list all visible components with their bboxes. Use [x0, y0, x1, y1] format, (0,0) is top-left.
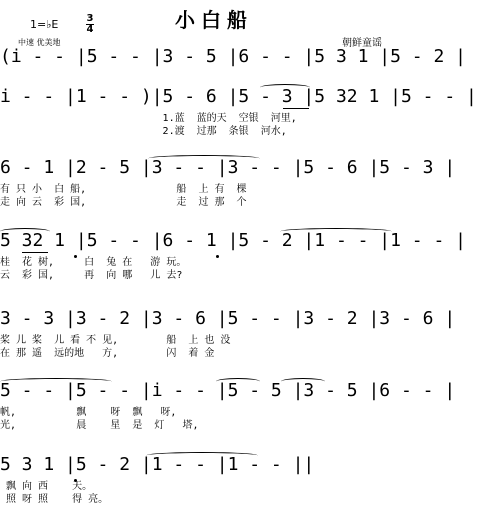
lyric-verse-2: 光, 晨 星 是 灯 塔,: [0, 420, 199, 431]
lyric-verse-1: 飘 向 西 天。: [0, 481, 93, 492]
tie: [146, 452, 258, 459]
tie: [280, 228, 392, 235]
lyric-verse-2: 照 呀 照 得 亮。: [0, 494, 109, 505]
slur: [260, 84, 310, 91]
slur: [281, 378, 325, 385]
time-top: 3: [86, 13, 94, 24]
low-octave-dot: [216, 255, 219, 258]
lyric-verse-1: 1.蓝 蓝的天 空银 河里,: [0, 113, 297, 124]
slur: [216, 378, 260, 385]
note-underline: [283, 108, 309, 109]
note-underline: [22, 252, 48, 253]
notes-line: i - - |1 - - )|5 - 6 |5 - 3 |5 32 1 |5 - - |: [0, 86, 477, 107]
notes-line: 5 32 1 |5 - - |6 - 1 |5 - 2 |1 - - |1 - - |: [0, 230, 466, 251]
lyric-verse-1: 桂 花 树, 白 兔 在 游 玩。: [0, 257, 187, 268]
lyric-verse-2: 在 那 遥 远的地 方, 闪 着 金: [0, 348, 215, 359]
notes-line: 6 - 1 |2 - 5 |3 - - |3 - - |5 - 6 |5 - 3 |: [0, 157, 456, 178]
tie: [0, 378, 112, 385]
time-bottom: 4: [86, 24, 94, 35]
time-signature: [86, 14, 94, 35]
tie: [148, 155, 260, 162]
key-signature: 1=♭E: [30, 18, 59, 31]
lyric-verse-2: 云 彩 国, 再 向 哪 儿 去?: [0, 270, 183, 281]
lyric-verse-1: 桨 儿 桨 儿 看 不 见, 船 上 也 没: [0, 335, 231, 346]
lyric-verse-2: 走 向 云 彩 国, 走 过 那 个: [0, 197, 247, 208]
composer-credit: 朝鲜童谣: [342, 38, 382, 49]
song-title: 小白船: [175, 8, 253, 32]
notes-line: 5 3 1 |5 - 2 |1 - - |1 - - ||: [0, 454, 315, 475]
notes-line: 5 - - |5 - - |i - - |5 - 5 |3 - 5 |6 - - |: [0, 380, 456, 401]
lyric-verse-1: 帆, 飘 呀 飘 呀,: [0, 407, 177, 418]
notes-line: (i - - |5 - - |3 - 5 |6 - - |5 3 1 |5 - 2 |: [0, 46, 466, 67]
tempo-marking: 中速 优美地: [18, 38, 61, 47]
notes-line: 3 - 3 |3 - 2 |3 - 6 |5 - - |3 - 2 |3 - 6 |: [0, 308, 456, 329]
lyric-verse-2: 2.渡 过那 条银 河水,: [0, 126, 287, 137]
lyric-verse-1: 有 只 小 白 船, 船 上 有 棵: [0, 184, 247, 195]
slur: [0, 228, 50, 235]
